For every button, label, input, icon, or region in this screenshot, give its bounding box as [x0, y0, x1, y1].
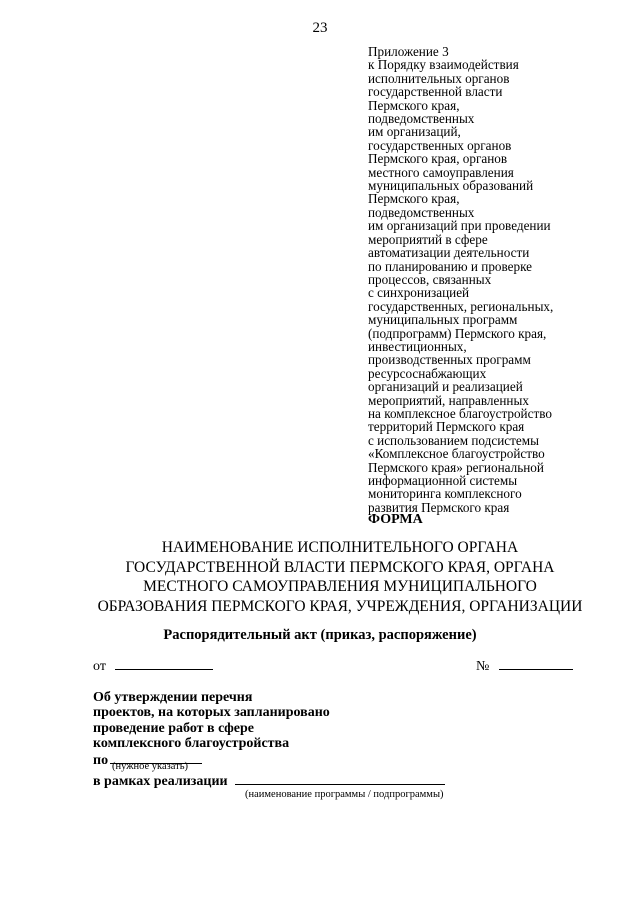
number-row: [476, 657, 573, 675]
appendix-line: ресурсоснабжающих: [368, 365, 487, 381]
number-field[interactable]: [499, 657, 573, 670]
program-field[interactable]: [235, 772, 445, 785]
appendix-line: информационной системы: [368, 473, 518, 488]
page-number: 23: [312, 20, 328, 36]
appendix-line: им организаций,: [368, 124, 461, 140]
appendix-line: Пермского края,: [368, 191, 460, 207]
realization-row: [93, 772, 445, 790]
appendix-line: им организаций при проведении: [368, 218, 551, 234]
specify-note: (нужное указать): [112, 761, 189, 772]
appendix-line: Пермского края, органов: [368, 151, 508, 167]
appendix-line: по планированию и проверке: [368, 258, 533, 274]
org-name-line: МЕСТНОГО САМОУПРАВЛЕНИЯ МУНИЦИПАЛЬНОГО: [143, 578, 537, 595]
act-type-heading: Распорядительный акт (приказ, распоряжение): [163, 627, 477, 643]
appendix-line: муниципальных программ: [368, 312, 518, 328]
realization-label: в рамках реализации: [93, 774, 228, 789]
appendix-line: производственных программ: [368, 352, 531, 368]
org-name-line: НАИМЕНОВАНИЕ ИСПОЛНИТЕЛЬНОГО ОРГАНА: [161, 539, 519, 556]
appendix-line: государственных, региональных,: [368, 298, 554, 314]
title-line: Об утверждении перечня: [93, 690, 253, 705]
appendix-line: Приложение 3: [368, 44, 449, 59]
appendix-line: местного самоуправления: [368, 164, 514, 180]
organization-name-placeholder: [40, 538, 640, 616]
title-line: проведение работ в сфере: [93, 720, 255, 736]
appendix-line: Пермского края» региональной: [368, 459, 544, 475]
appendix-line: «Комплексное благоустройство: [368, 446, 545, 462]
date-label: от: [93, 659, 106, 674]
appendix-line: государственной власти: [368, 84, 503, 100]
appendix-line: территорий Пермского края: [368, 419, 525, 435]
appendix-line: автоматизации деятельности: [368, 245, 530, 261]
org-name-line: ОБРАЗОВАНИЯ ПЕРМСКОГО КРАЯ, УЧРЕЖДЕНИЯ, ОРГАНИЗАЦИИ: [97, 597, 583, 615]
appendix-line: мероприятий в сфере: [368, 231, 488, 247]
date-field[interactable]: [115, 657, 213, 670]
title-line: проектов, на которых запланировано: [93, 705, 330, 721]
appendix-line: развития Пермского края: [368, 499, 510, 515]
number-label: №: [476, 659, 490, 674]
appendix-line: инвестиционных,: [368, 338, 467, 354]
appendix-line: процессов, связанных: [368, 271, 492, 287]
title-line: комплексного благоустройства: [93, 735, 290, 751]
appendix-line: (подпрограмм) Пермского края,: [368, 325, 547, 341]
appendix-line: к Порядку взаимодействия: [368, 57, 519, 73]
appendix-line: на комплексное благоустройство: [368, 405, 552, 421]
appendix-line: с использованием подсистемы: [368, 432, 539, 448]
forma-label: ФОРМА: [368, 512, 423, 527]
act-title: [93, 690, 330, 768]
appendix-line: подведомственных: [368, 111, 475, 127]
appendix-line: исполнительных органов: [368, 70, 510, 86]
appendix-line: государственных органов: [368, 137, 512, 153]
appendix-line: мониторинга комплексного: [368, 486, 522, 502]
po-label: по: [93, 753, 109, 769]
appendix-line: подведомственных: [368, 204, 475, 220]
appendix-line: с синхронизацией: [368, 285, 470, 301]
program-note: (наименование программы / подпрограммы): [245, 789, 444, 800]
appendix-line: мероприятий, направленных: [368, 392, 529, 408]
appendix-header: [368, 45, 638, 514]
appendix-line: муниципальных образований: [368, 178, 534, 194]
appendix-line: Пермского края,: [368, 97, 460, 113]
org-name-line: ГОСУДАРСТВЕННОЙ ВЛАСТИ ПЕРМСКОГО КРАЯ, ОРГАНА: [125, 558, 555, 576]
date-row: [93, 657, 213, 675]
appendix-line: организаций и реализацией: [368, 379, 523, 395]
